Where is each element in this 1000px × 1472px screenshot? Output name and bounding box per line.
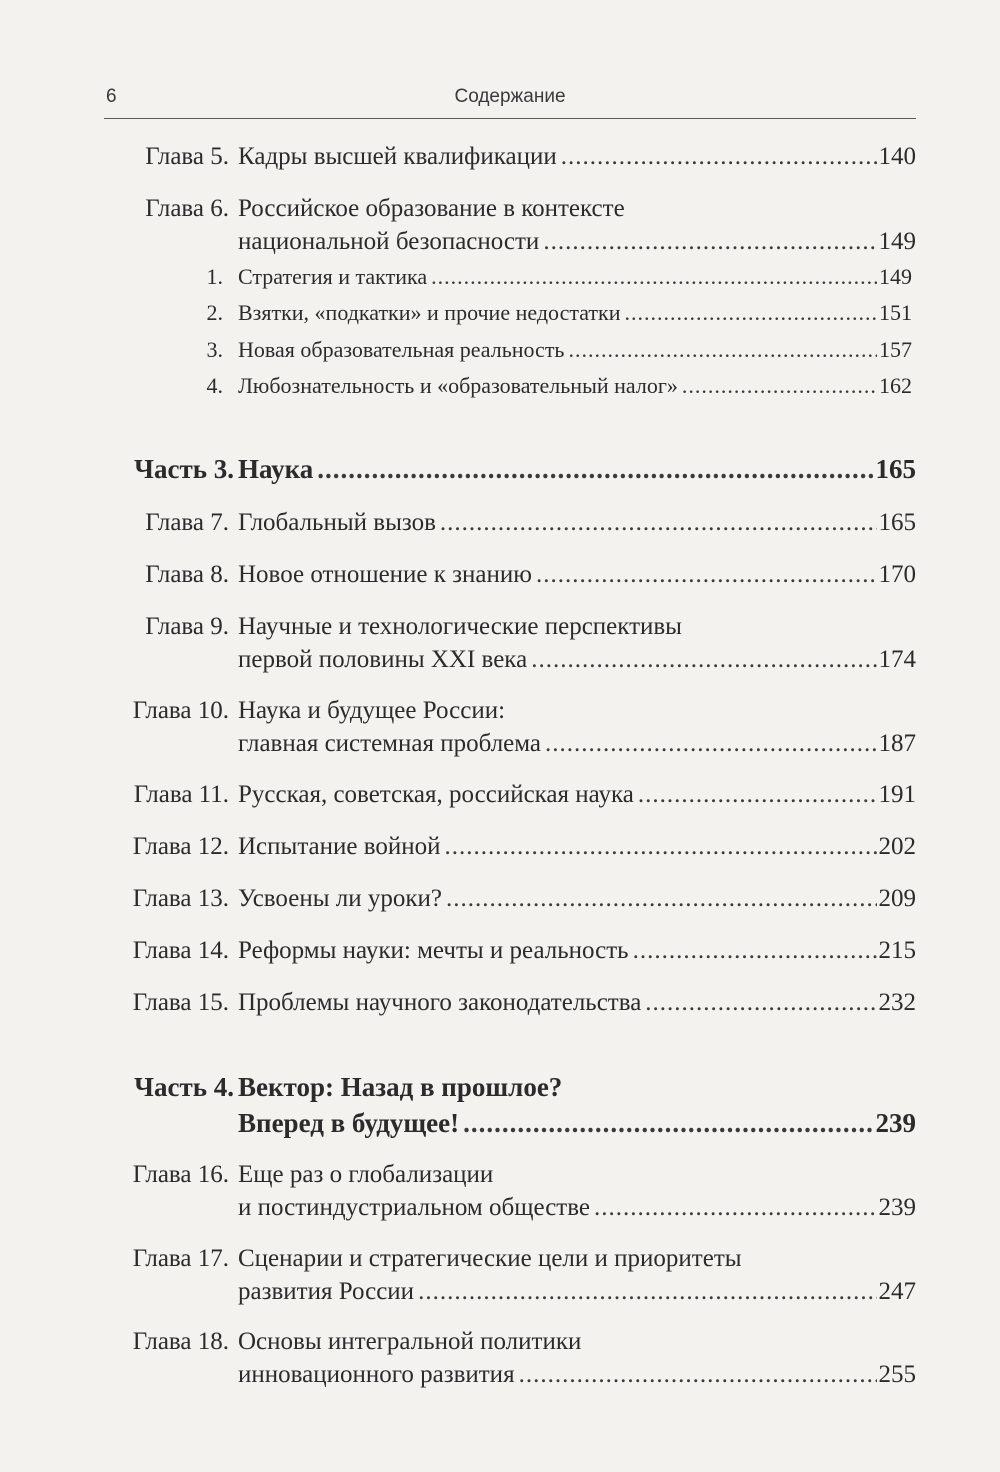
dot-leader bbox=[594, 1191, 877, 1225]
entry-leader bbox=[238, 506, 916, 540]
entry-title: Реформы науки: мечты и реальность bbox=[238, 937, 629, 964]
toc-part-4-cont[interactable] bbox=[0, 1106, 1000, 1140]
section-page: 149 bbox=[879, 264, 912, 289]
part-page: 165 bbox=[875, 454, 916, 484]
dot-leader bbox=[536, 558, 877, 592]
entry-page: 255 bbox=[878, 1361, 916, 1388]
entry-leader bbox=[238, 727, 916, 761]
entry-leader bbox=[238, 140, 916, 174]
entry-page: 187 bbox=[878, 730, 916, 757]
entry-leader bbox=[238, 452, 916, 486]
dot-leader bbox=[633, 934, 877, 968]
entry-title-line-1: Основы интегральной политики bbox=[238, 1328, 582, 1355]
section-title: Стратегия и тактика bbox=[238, 264, 428, 289]
entry-label: Глава 7. bbox=[145, 509, 229, 536]
entry-leader bbox=[238, 1358, 916, 1392]
dot-leader bbox=[638, 778, 877, 812]
entry-page: 170 bbox=[878, 561, 916, 588]
entry-page: 140 bbox=[878, 143, 916, 170]
dot-leader bbox=[543, 225, 876, 259]
entry-title: Новое отношение к знанию bbox=[238, 561, 532, 588]
dot-leader bbox=[431, 260, 877, 294]
entry-leader bbox=[238, 260, 912, 294]
entry-label: Глава 8. bbox=[145, 561, 229, 588]
dot-leader bbox=[317, 452, 873, 486]
entry-title-line-1: Российское образование в контексте bbox=[238, 195, 625, 222]
entry-title: Проблемы научного законодательства bbox=[238, 989, 642, 1016]
toc-section-4[interactable] bbox=[0, 369, 1000, 403]
toc-entry-chapter-9[interactable] bbox=[0, 610, 1000, 644]
toc-entry-chapter-8[interactable] bbox=[0, 558, 1000, 592]
running-header bbox=[104, 86, 916, 116]
entry-leader bbox=[238, 225, 916, 259]
entry-page: 202 bbox=[878, 833, 916, 860]
part-page: 239 bbox=[875, 1108, 916, 1138]
section-page: 162 bbox=[879, 373, 912, 398]
section-number: 4. bbox=[206, 373, 223, 398]
part-label: Часть 4. bbox=[134, 1072, 234, 1102]
entry-leader bbox=[238, 934, 916, 968]
page-number: 6 bbox=[106, 86, 117, 107]
toc-entry-chapter-9-cont[interactable] bbox=[0, 643, 1000, 677]
entry-leader bbox=[238, 643, 916, 677]
entry-title: Русская, советская, российская наука bbox=[238, 781, 634, 808]
dot-leader bbox=[446, 882, 877, 916]
part-title: Наука bbox=[238, 454, 314, 484]
entry-page: 232 bbox=[878, 989, 916, 1016]
entry-label: Глава 5. bbox=[145, 143, 229, 170]
section-title: Взятки, «подкатки» и прочие недостатки bbox=[238, 300, 621, 325]
header-rule bbox=[104, 118, 916, 119]
dot-leader bbox=[519, 1358, 877, 1392]
dot-leader bbox=[531, 643, 876, 677]
toc-entry-chapter-17[interactable] bbox=[0, 1242, 1000, 1276]
entry-title-line-2: первой половины XXI века bbox=[238, 646, 528, 673]
entry-title: Глобальный вызов bbox=[238, 509, 436, 536]
toc-entry-chapter-15[interactable] bbox=[0, 986, 1000, 1020]
entry-label: Глава 15. bbox=[132, 989, 229, 1016]
entry-title-line-2: развития России bbox=[238, 1278, 415, 1305]
part-label: Часть 3. bbox=[134, 454, 234, 484]
entry-title-line-1: Сценарии и стратегические цели и приоритеты bbox=[238, 1245, 742, 1272]
toc-entry-chapter-10[interactable] bbox=[0, 694, 1000, 728]
toc-entry-chapter-14[interactable] bbox=[0, 934, 1000, 968]
entry-label: Глава 12. bbox=[132, 833, 229, 860]
entry-page: 174 bbox=[878, 646, 916, 673]
entry-label: Глава 18. bbox=[132, 1328, 229, 1355]
entry-leader bbox=[238, 369, 912, 403]
entry-title-line-2: национальной безопасности bbox=[238, 228, 540, 255]
entry-leader bbox=[238, 778, 916, 812]
section-title: Любознательность и «образовательный налог» bbox=[238, 373, 678, 398]
dot-leader bbox=[440, 506, 877, 540]
running-title: Содержание bbox=[454, 86, 566, 107]
entry-page: 215 bbox=[878, 937, 916, 964]
entry-label: Глава 14. bbox=[132, 937, 229, 964]
dot-leader bbox=[545, 727, 876, 761]
toc-entry-chapter-6-cont[interactable] bbox=[0, 225, 1000, 259]
toc-entry-chapter-7[interactable] bbox=[0, 506, 1000, 540]
dot-leader bbox=[561, 140, 877, 174]
entry-label: Глава 6. bbox=[145, 195, 229, 222]
entry-page: 209 bbox=[878, 885, 916, 912]
toc-entry-chapter-18[interactable] bbox=[0, 1325, 1000, 1359]
entry-label: Глава 10. bbox=[132, 697, 229, 724]
toc-entry-chapter-16-cont[interactable] bbox=[0, 1191, 1000, 1225]
entry-page: 149 bbox=[878, 228, 916, 255]
entry-leader bbox=[238, 882, 916, 916]
entry-leader bbox=[238, 986, 916, 1020]
entry-title: Кадры высшей квалификации bbox=[238, 143, 557, 170]
toc-entry-chapter-10-cont[interactable] bbox=[0, 727, 1000, 761]
entry-title-line-1: Еще раз о глобализации bbox=[238, 1161, 494, 1188]
entry-title-line-1: Научные и технологические перспективы bbox=[238, 613, 682, 640]
entry-leader bbox=[238, 1275, 916, 1309]
toc-entry-chapter-12[interactable] bbox=[0, 830, 1000, 864]
dot-leader bbox=[463, 1106, 873, 1140]
entry-leader bbox=[238, 296, 912, 330]
part-title-line-1: Вектор: Назад в прошлое? bbox=[238, 1072, 563, 1102]
entry-label: Глава 9. bbox=[145, 613, 229, 640]
toc-entry-chapter-17-cont[interactable] bbox=[0, 1275, 1000, 1309]
part-title-line-2: Вперед в будущее! bbox=[238, 1108, 460, 1138]
dot-leader bbox=[682, 369, 877, 403]
toc-part-3[interactable] bbox=[0, 452, 1000, 486]
entry-page: 239 bbox=[878, 1194, 916, 1221]
toc-section-1[interactable] bbox=[0, 260, 1000, 294]
toc-part-4[interactable] bbox=[0, 1070, 1000, 1104]
section-number: 3. bbox=[206, 337, 223, 362]
toc-section-3[interactable] bbox=[0, 333, 1000, 367]
section-page: 151 bbox=[879, 300, 912, 325]
entry-title: Усвоены ли уроки? bbox=[238, 885, 442, 912]
entry-title-line-2: главная системная проблема bbox=[238, 730, 542, 757]
entry-page: 247 bbox=[878, 1278, 916, 1305]
entry-label: Глава 16. bbox=[132, 1161, 229, 1188]
entry-leader bbox=[238, 558, 916, 592]
dot-leader bbox=[645, 986, 876, 1020]
toc-entry-chapter-16[interactable] bbox=[0, 1158, 1000, 1192]
toc-section-2[interactable] bbox=[0, 296, 1000, 330]
entry-page: 165 bbox=[878, 509, 916, 536]
entry-title-line-1: Наука и будущее России: bbox=[238, 697, 506, 724]
entry-title-line-2: и постиндустриальном обществе bbox=[238, 1194, 590, 1221]
entry-leader bbox=[238, 1106, 916, 1140]
entry-page: 191 bbox=[878, 781, 916, 808]
section-number: 1. bbox=[206, 264, 223, 289]
toc-entry-chapter-13[interactable] bbox=[0, 882, 1000, 916]
dot-leader bbox=[568, 333, 877, 367]
entry-label: Глава 13. bbox=[132, 885, 229, 912]
entry-leader bbox=[238, 1191, 916, 1225]
toc-entry-chapter-5[interactable] bbox=[0, 140, 1000, 174]
entry-title: Испытание войной bbox=[238, 833, 441, 860]
toc-entry-chapter-18-cont[interactable] bbox=[0, 1358, 1000, 1392]
entry-label: Глава 11. bbox=[133, 781, 229, 808]
section-number: 2. bbox=[206, 300, 223, 325]
dot-leader bbox=[418, 1275, 876, 1309]
dot-leader bbox=[625, 296, 877, 330]
section-title: Новая образовательная реальность bbox=[238, 337, 565, 362]
toc-entry-chapter-11[interactable] bbox=[0, 778, 1000, 812]
entry-leader bbox=[238, 830, 916, 864]
entry-leader bbox=[238, 333, 912, 367]
toc-entry-chapter-6[interactable] bbox=[0, 192, 1000, 226]
entry-label: Глава 17. bbox=[132, 1245, 229, 1272]
entry-title-line-2: инновационного развития bbox=[238, 1361, 515, 1388]
section-page: 157 bbox=[879, 337, 912, 362]
dot-leader bbox=[445, 830, 877, 864]
